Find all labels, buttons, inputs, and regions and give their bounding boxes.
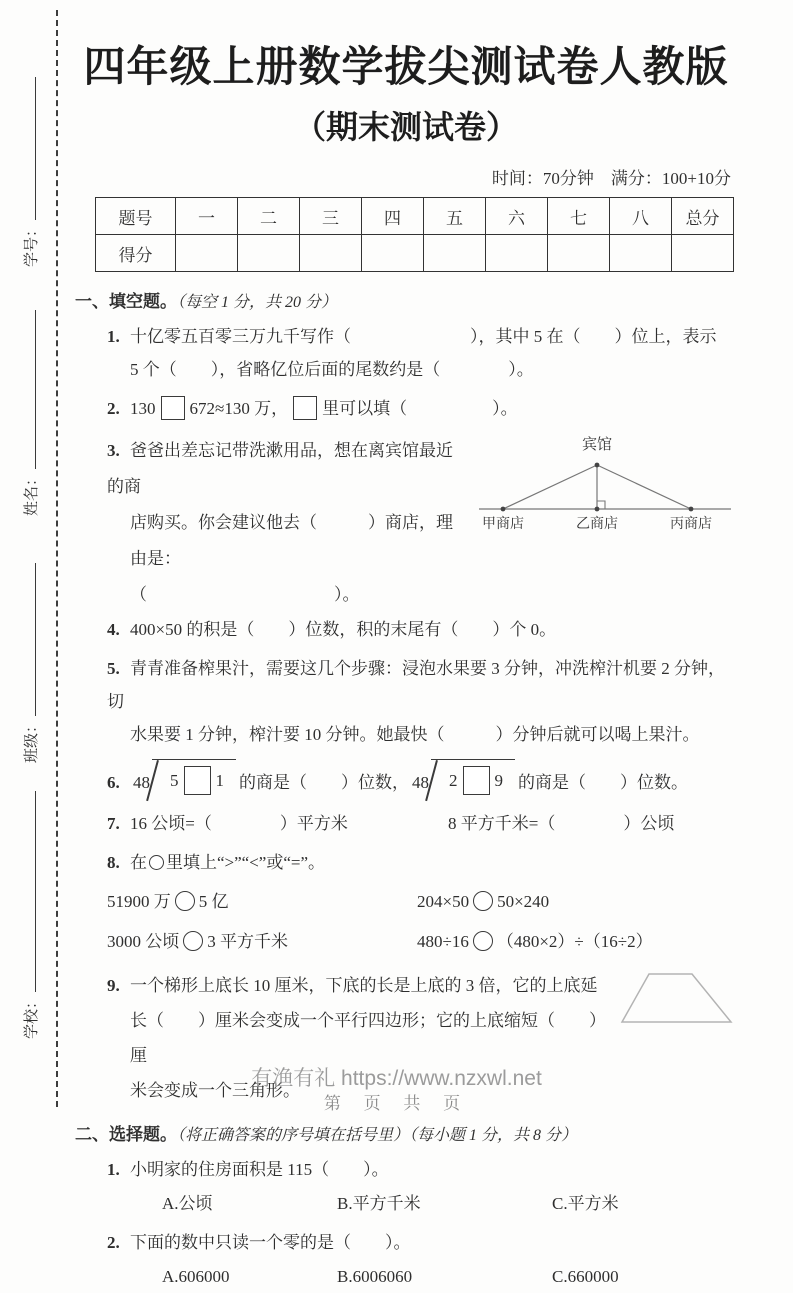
section-1-title: 一、填空题。 <box>75 292 177 311</box>
question-text: 爸爸出差忘记带洗漱用品，想在离宾馆最近的商 <box>107 441 453 496</box>
compare-left: 3000 公顷 <box>107 932 180 951</box>
dividend-digit: 2 <box>449 771 458 790</box>
answer-box <box>463 766 490 795</box>
score-empty-cell <box>362 235 424 272</box>
sidebar-field-school <box>19 791 41 1039</box>
question-number: 5. <box>107 659 120 678</box>
question-text: （ ）。 <box>130 585 360 604</box>
section-2-note: （将正确答案的序号填在括号里）（每小题 1 分，共 8 分） <box>177 1127 578 1144</box>
question-text: 的商是（ ）位数， <box>239 773 409 792</box>
question-text: 青青准备榨果汁，需要这几个步骤：浸泡水果要 3 分钟，冲洗榨汁机要 2 分钟，切 <box>107 659 725 711</box>
score-table-cell: 四 <box>362 198 424 235</box>
question-text: 672≈130 万， <box>189 399 289 418</box>
compare-item <box>417 885 737 918</box>
question-number: 8. <box>107 853 120 872</box>
score-table-cell: 七 <box>548 198 610 235</box>
compare-item <box>107 885 417 918</box>
divisor: 48 <box>412 773 429 792</box>
score-table-cell: 六 <box>486 198 548 235</box>
question-text: 的商是（ ）位数。 <box>518 773 688 792</box>
choice-question-2 <box>75 1226 737 1293</box>
question-6 <box>75 759 737 799</box>
section-2-heading <box>75 1120 737 1145</box>
binding-dashed-line <box>56 10 58 1107</box>
page-subtitle: （期末测试卷） <box>293 109 518 145</box>
score-table-cell: 二 <box>238 198 300 235</box>
sidebar-field-student-number <box>19 77 41 267</box>
score-table <box>95 197 734 272</box>
question-3 <box>75 433 737 613</box>
question-number: 6. <box>107 773 120 792</box>
question-text: 里填上“>”“<”或“=”。 <box>166 853 326 872</box>
section-1-note: （每空 1 分，共 20 分） <box>177 294 338 311</box>
question-7 <box>75 807 737 840</box>
score-table-header-row <box>96 198 734 235</box>
compare-circle <box>473 931 493 951</box>
class-label: 班级： <box>24 717 40 763</box>
question-text: 8 平方千米=（ ）公顷 <box>448 814 675 833</box>
compare-left: 480÷16 <box>417 932 469 951</box>
question-number: 2. <box>107 399 120 418</box>
question-text: 小明家的住房面积是 115（ ）。 <box>130 1160 389 1179</box>
question-4 <box>75 613 737 646</box>
long-division-1 <box>133 759 236 799</box>
score-empty-cell <box>424 235 486 272</box>
dividend-digit: 5 <box>170 771 179 790</box>
question-text: 16 公顷=（ ）平方米 <box>130 814 348 833</box>
page-title: 四年级上册数学拔尖测试卷人教版 <box>83 43 729 90</box>
question-text: 5 个（ ），省略亿位后面的尾数约是（ ）。 <box>130 360 534 379</box>
compare-circle <box>183 931 203 951</box>
score-empty-cell <box>672 235 734 272</box>
compare-right: 3 平方千米 <box>207 932 288 951</box>
question-number: 2. <box>107 1233 120 1252</box>
question-text: 店购买。你会建议他去（ ）商店，理由是： <box>130 513 453 568</box>
option-a: A.606000 <box>162 1267 230 1286</box>
question-text: 400×50 的积是（ ）位数，积的末尾有（ ）个 0。 <box>130 620 557 639</box>
hotel-label: 宾馆 <box>581 437 613 453</box>
options-row <box>107 1260 737 1293</box>
question-text: 在 <box>130 853 147 872</box>
question-number: 9. <box>107 976 120 995</box>
class-blank <box>19 563 36 716</box>
divisor: 48 <box>133 773 150 792</box>
answer-box <box>161 396 185 420</box>
question-2 <box>75 392 737 425</box>
score-empty-cell <box>548 235 610 272</box>
question-number: 1. <box>107 1160 120 1179</box>
watermark-site: 有渔有礼 https://www.nzxwl.net <box>251 1067 542 1090</box>
question-number: 3. <box>107 441 120 460</box>
score-empty-cell <box>300 235 362 272</box>
question-text: 十亿零五百零三万九千写作（ ），其中 5 在（ ）位上，表示 <box>130 327 717 346</box>
compare-left: 51900 万 <box>107 892 171 911</box>
option-c: C.平方米 <box>552 1194 619 1213</box>
score-table-cell: 五 <box>424 198 486 235</box>
time-score-meta: 时间：70分钟 满分：100+10分 <box>491 169 731 188</box>
question-number: 4. <box>107 620 120 639</box>
question-text: 米会变成一个三角形。 <box>130 1081 300 1100</box>
compare-circle <box>175 891 195 911</box>
compare-left: 204×50 <box>417 892 470 911</box>
question-number: 7. <box>107 814 120 833</box>
section-2-title: 二、选择题。 <box>75 1125 177 1144</box>
question-text: 里可以填（ ）。 <box>322 399 518 418</box>
option-b: B.6006060 <box>337 1267 413 1286</box>
compare-item <box>417 925 737 958</box>
score-table-cell: 三 <box>300 198 362 235</box>
option-b: B.平方千米 <box>337 1194 421 1213</box>
shop-c-label: 丙商店 <box>670 517 712 531</box>
option-c: C.660000 <box>552 1267 619 1286</box>
long-division-2 <box>412 759 515 799</box>
compare-right: （480×2）÷（16÷2） <box>496 932 653 951</box>
student-number-blank <box>19 77 36 220</box>
dividend-digit: 9 <box>494 771 503 790</box>
options-row <box>107 1187 737 1220</box>
option-a: A.公顷 <box>162 1194 213 1213</box>
score-empty-cell <box>610 235 672 272</box>
hotel-shops-diagram <box>469 433 737 531</box>
shop-b-label: 乙商店 <box>576 517 618 531</box>
score-empty-cell <box>486 235 548 272</box>
score-table-cell: 一 <box>176 198 238 235</box>
score-label-cell: 得分 <box>96 235 176 272</box>
compare-item <box>107 925 417 958</box>
sidebar-field-name <box>19 310 41 516</box>
choice-question-1 <box>75 1153 737 1220</box>
shop-a-label: 甲商店 <box>482 517 524 531</box>
compare-right: 50×240 <box>497 892 550 911</box>
question-text: 下面的数中只读一个零的是（ ）。 <box>130 1233 411 1252</box>
question-number: 1. <box>107 327 120 346</box>
answer-box <box>293 396 317 420</box>
question-1 <box>75 320 737 386</box>
section-1-heading <box>75 287 737 312</box>
score-table-cell: 总分 <box>672 198 734 235</box>
school-label: 学校： <box>24 993 40 1039</box>
name-blank <box>19 310 36 469</box>
score-empty-cell <box>176 235 238 272</box>
name-label: 姓名： <box>24 470 40 516</box>
question-text: 130 <box>130 399 156 418</box>
compare-right: 5 亿 <box>198 892 229 911</box>
question-8 <box>75 846 737 958</box>
compare-circle <box>149 855 164 870</box>
question-text: 长（ ）厘米会变成一个平行四边形；它的上底缩短（ ）厘 <box>130 1011 606 1065</box>
sidebar-field-class <box>19 563 41 763</box>
answer-box <box>184 766 211 795</box>
score-table-score-row <box>96 235 734 272</box>
question-text: 一个梯形上底长 10 厘米，下底的长是上底的 3 倍，它的上底延 <box>130 976 598 995</box>
score-table-cell: 题号 <box>96 198 176 235</box>
score-empty-cell <box>238 235 300 272</box>
page-number-line: 第 页 共 页 <box>323 1094 470 1113</box>
compare-circle <box>473 891 493 911</box>
school-blank <box>19 791 36 992</box>
score-table-cell: 八 <box>610 198 672 235</box>
trapezoid-figure <box>619 970 737 1028</box>
question-text: 水果要 1 分钟，榨汁要 10 分钟。她最快（ ）分钟后就可以喝上果汁。 <box>130 725 700 744</box>
question-5 <box>75 652 737 751</box>
student-number-label: 学号： <box>24 221 40 267</box>
dividend-digit: 1 <box>215 771 224 790</box>
